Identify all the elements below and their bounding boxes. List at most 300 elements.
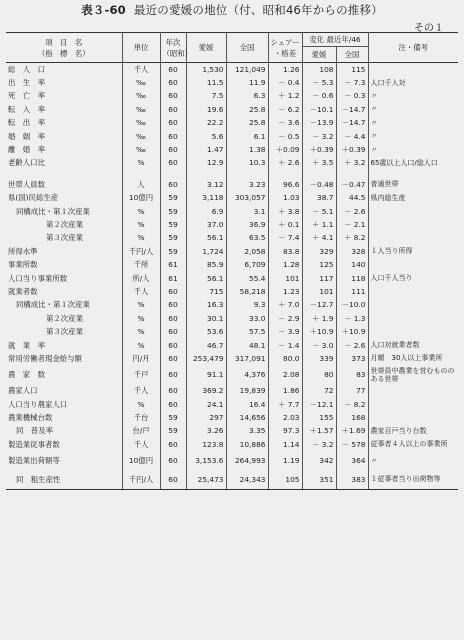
cell-year: 60 [160, 116, 186, 129]
cell-note: １従事者当り出荷物等 [368, 470, 458, 489]
cell-item: 農家人口 [8, 386, 38, 396]
cell-year: 60 [160, 76, 186, 89]
cell-change-ehime: ＋ 3.5 [302, 156, 336, 169]
cell-share: ＋ 0.1 [268, 218, 302, 231]
spacer-cell [122, 170, 160, 178]
cell-unit: % [122, 338, 160, 351]
cell-share: － 6.2 [268, 103, 302, 116]
cell-ehime: 369.2 [186, 384, 226, 397]
cell-item: 転 出 率 [8, 118, 45, 128]
table-row [6, 116, 458, 129]
table-row [6, 285, 458, 298]
table-row [6, 424, 458, 437]
cell-year: 60 [160, 143, 186, 156]
table-row [6, 231, 458, 244]
cell-change-ehime: ＋0.39 [302, 143, 336, 156]
table-number: 表３-60 [81, 3, 126, 17]
cell-unit: ‰ [122, 89, 160, 102]
cell-year: 60 [160, 325, 186, 338]
cell-note [368, 411, 458, 424]
cell-ehime: 24.1 [186, 397, 226, 410]
cell-national: 58,218 [226, 285, 268, 298]
cell-year: 60 [160, 89, 186, 102]
cell-item: 同構成比・第１次産業 [16, 206, 90, 216]
cell-unit: % [122, 231, 160, 244]
cell-national: 264,993 [226, 451, 268, 470]
table-row [6, 271, 458, 284]
header-unit: 単位 [122, 33, 160, 63]
cell-note: 人口対就業者数 [368, 338, 458, 351]
header-share-line1: シェアー [270, 37, 300, 47]
cell-unit: 千所 [122, 258, 160, 271]
cell-change-ehime: ＋ 4.1 [302, 231, 336, 244]
cell-note [368, 231, 458, 244]
cell-note [368, 325, 458, 338]
cell-national: 16.4 [226, 397, 268, 410]
header-ehime: 愛媛 [186, 33, 226, 63]
cell-national: 25.8 [226, 103, 268, 116]
cell-item: 就 業 率 [8, 340, 45, 350]
table-row [6, 438, 458, 451]
cell-year: 61 [160, 258, 186, 271]
spacer-cell [186, 170, 226, 178]
cell-national: 14,656 [226, 411, 268, 424]
cell-national: 6,709 [226, 258, 268, 271]
cell-note: 〃 [368, 451, 458, 470]
cell-share: 101 [268, 271, 302, 284]
cell-national: 19,839 [226, 384, 268, 397]
cell-change-national: － 1.3 [336, 312, 368, 325]
cell-change-ehime: 80 [302, 365, 336, 384]
header-year-line2: （昭和） [162, 48, 193, 58]
cell-unit: ‰ [122, 129, 160, 142]
cell-ehime: 123.8 [186, 438, 226, 451]
table-row [6, 258, 458, 271]
table-row [6, 312, 458, 325]
cell-note [368, 384, 458, 397]
cell-unit: 円/月 [122, 352, 160, 365]
table-row [6, 178, 458, 191]
cell-note: 従事者４人以上の事業所 [368, 438, 458, 451]
cell-ehime: 715 [186, 285, 226, 298]
cell-change-ehime: 108 [302, 63, 336, 76]
cell-share: － 3.6 [268, 116, 302, 129]
cell-national: 9.3 [226, 298, 268, 311]
cell-item: 同構成比・第１次産業 [16, 300, 90, 310]
cell-change-national: 364 [336, 451, 368, 470]
table-row [6, 384, 458, 397]
cell-note [368, 63, 458, 76]
table-row [6, 451, 458, 470]
cell-ehime: 56.1 [186, 231, 226, 244]
cell-year: 60 [160, 63, 186, 76]
table-caption: 最近の愛媛の地位（付、昭和46年からの推移） [133, 3, 383, 17]
cell-item: 婚 姻 率 [8, 131, 45, 141]
cell-share: 83.8 [268, 245, 302, 258]
cell-change-ehime: －0.48 [302, 178, 336, 191]
cell-share: － 3.9 [268, 325, 302, 338]
table-row [6, 89, 458, 102]
cell-change-ehime: － 5.1 [302, 204, 336, 217]
cell-item: 世帯人員数 [8, 179, 45, 189]
cell-share: 2.08 [268, 365, 302, 384]
spacer-cell [226, 170, 268, 178]
cell-share: 1.26 [268, 63, 302, 76]
cell-share: － 2.9 [268, 312, 302, 325]
cell-change-national: － 578 [336, 438, 368, 451]
cell-ehime: 3.26 [186, 424, 226, 437]
cell-change-national: 373 [336, 352, 368, 365]
cell-ehime: 3,153.6 [186, 451, 226, 470]
cell-unit: % [122, 312, 160, 325]
cell-change-national: －14.7 [336, 116, 368, 129]
cell-year: 59 [160, 231, 186, 244]
cell-change-national: 168 [336, 411, 368, 424]
cell-share: 1.19 [268, 451, 302, 470]
cell-national: 10.3 [226, 156, 268, 169]
cell-year: 60 [160, 338, 186, 351]
cell-change-national: 115 [336, 63, 368, 76]
spacer-cell [368, 170, 458, 178]
header-share-line2: ・格差 [273, 48, 297, 58]
cell-change-national: 83 [336, 365, 368, 384]
page-subtitle: その１ [414, 23, 444, 34]
cell-unit: % [122, 204, 160, 217]
cell-national: 57.5 [226, 325, 268, 338]
table-row [6, 218, 458, 231]
cell-year: 59 [160, 204, 186, 217]
table-title [0, 3, 464, 17]
cell-ehime: 11.5 [186, 76, 226, 89]
cell-national: 55.4 [226, 271, 268, 284]
cell-national: 3.1 [226, 204, 268, 217]
table-row [6, 191, 458, 204]
cell-item: 第２次産業 [46, 313, 83, 323]
cell-year: 60 [160, 178, 186, 191]
cell-change-ehime: 155 [302, 411, 336, 424]
cell-item: 常用労働者現金給与額 [8, 353, 82, 363]
cell-ehime: 56.1 [186, 271, 226, 284]
cell-change-ehime: － 3.2 [302, 129, 336, 142]
spacer-cell [268, 170, 302, 178]
cell-unit: 10億円 [122, 451, 160, 470]
cell-year: 60 [160, 156, 186, 169]
cell-year: 61 [160, 271, 186, 284]
cell-year: 60 [160, 129, 186, 142]
cell-item: 就業者数 [8, 286, 38, 296]
cell-change-ehime: ＋10.9 [302, 325, 336, 338]
cell-year: 59 [160, 411, 186, 424]
table-row [6, 352, 458, 365]
cell-year: 59 [160, 218, 186, 231]
cell-unit: 10億円 [122, 191, 160, 204]
header-year-line1: 年次 [165, 37, 181, 47]
cell-item: 転 入 率 [8, 104, 45, 114]
cell-year: 60 [160, 298, 186, 311]
cell-share: 1.14 [268, 438, 302, 451]
header-item-line1: 項 目 名 [45, 37, 83, 47]
spacer-cell [336, 170, 368, 178]
cell-share: ＋ 1.2 [268, 89, 302, 102]
cell-unit: ‰ [122, 76, 160, 89]
cell-ehime: 253,479 [186, 352, 226, 365]
cell-item: 製造業従事者数 [8, 439, 60, 449]
cell-change-national: －10.0 [336, 298, 368, 311]
cell-year: 59 [160, 424, 186, 437]
cell-share: － 1.4 [268, 338, 302, 351]
cell-note: 農家百戸当り台数 [368, 424, 458, 437]
cell-item: 死 亡 率 [8, 91, 45, 101]
cell-item: 県(国)民総生産 [8, 193, 59, 203]
cell-share: 1.03 [268, 191, 302, 204]
cell-change-ehime: 342 [302, 451, 336, 470]
cell-item: 所得水準 [8, 246, 38, 256]
header-year [160, 33, 193, 63]
cell-change-national: 118 [336, 271, 368, 284]
cell-item: 農 家 数 [8, 370, 45, 380]
cell-share: 2.03 [268, 411, 302, 424]
cell-ehime: 7.5 [186, 89, 226, 102]
cell-item: 第２次産業 [46, 219, 83, 229]
cell-national: 24,343 [226, 470, 268, 489]
cell-item: 農業機械台数 [8, 413, 53, 423]
cell-year: 60 [160, 470, 186, 489]
cell-item: 老齢人口比 [8, 158, 45, 168]
cell-change-ehime: 38.7 [302, 191, 336, 204]
cell-national: 6.3 [226, 89, 268, 102]
table-row [6, 365, 458, 384]
cell-share: － 0.5 [268, 129, 302, 142]
cell-note: 〃 [368, 116, 458, 129]
cell-change-national: － 2.6 [336, 338, 368, 351]
cell-change-national: － 4.4 [336, 129, 368, 142]
cell-note: 〃 [368, 143, 458, 156]
cell-share: 80.0 [268, 352, 302, 365]
table-row [6, 143, 458, 156]
cell-share: 97.3 [268, 424, 302, 437]
cell-change-national: － 8.2 [336, 397, 368, 410]
spacer-cell [6, 170, 122, 178]
table-row [6, 76, 458, 89]
table-row [6, 156, 458, 169]
cell-ehime: 1.47 [186, 143, 226, 156]
cell-ehime: 85.9 [186, 258, 226, 271]
table-row [6, 338, 458, 351]
cell-note: 〃 [368, 103, 458, 116]
cell-change-ehime: －10.1 [302, 103, 336, 116]
cell-national: 63.5 [226, 231, 268, 244]
header-item [6, 33, 122, 63]
cell-ehime: 22.2 [186, 116, 226, 129]
cell-note [368, 218, 458, 231]
cell-change-ehime: ＋ 1.9 [302, 312, 336, 325]
cell-national: 11.9 [226, 76, 268, 89]
cell-national: 121,049 [226, 63, 268, 76]
cell-ehime: 1,724 [186, 245, 226, 258]
cell-note [368, 397, 458, 410]
cell-year: 59 [160, 245, 186, 258]
cell-change-national: 44.5 [336, 191, 368, 204]
cell-unit: 人 [122, 178, 160, 191]
cell-item: 人口当り農家人口 [8, 399, 68, 409]
cell-change-ehime: ＋1.57 [302, 424, 336, 437]
cell-unit: 千人 [122, 438, 160, 451]
cell-item: 同 粗生産性 [6, 470, 122, 489]
spacer-cell [302, 170, 336, 178]
cell-national: 303,057 [226, 191, 268, 204]
cell-ehime: 19.6 [186, 103, 226, 116]
cell-national: 25.8 [226, 116, 268, 129]
cell-item: 総 人 口 [8, 64, 45, 74]
spacer-cell [160, 170, 186, 178]
cell-item: 人口当り事業所数 [8, 273, 68, 283]
table-row [6, 204, 458, 217]
cell-change-national: 383 [336, 470, 368, 489]
cell-change-ehime: 125 [302, 258, 336, 271]
header-change-ehime: 愛媛 [302, 47, 336, 63]
cell-unit: % [122, 218, 160, 231]
cell-note [368, 298, 458, 311]
cell-change-national: 140 [336, 258, 368, 271]
cell-note [368, 204, 458, 217]
cell-national: 317,091 [226, 352, 268, 365]
cell-national: 6.1 [226, 129, 268, 142]
cell-ehime: 25,473 [186, 470, 226, 489]
cell-ehime: 46.7 [186, 338, 226, 351]
cell-ehime: 12.9 [186, 156, 226, 169]
header-note: 注・備考 [368, 33, 458, 63]
cell-note: 世帯員中農業を営むもののある世帯 [368, 365, 458, 384]
cell-year: 60 [160, 397, 186, 410]
cell-change-ehime: －12.1 [302, 397, 336, 410]
row-spacer [6, 170, 458, 178]
cell-ehime: 6.9 [186, 204, 226, 217]
cell-item: 製造業出荷額等 [8, 456, 60, 466]
cell-note [368, 258, 458, 271]
cell-national: 1.38 [226, 143, 268, 156]
header-change-group: 変化 最近年/46 [302, 33, 368, 47]
cell-note [368, 285, 458, 298]
cell-ehime: 297 [186, 411, 226, 424]
cell-change-national: ＋ 3.2 [336, 156, 368, 169]
cell-share: ＋0.09 [268, 143, 302, 156]
cell-unit: 台/戸 [122, 424, 160, 437]
header-share [268, 33, 302, 63]
cell-note: 人口千人当り [368, 271, 458, 284]
cell-change-national: ＋1.69 [336, 424, 368, 437]
cell-change-ehime: －13.9 [302, 116, 336, 129]
cell-unit: % [122, 156, 160, 169]
cell-item: 第３次産業 [46, 233, 83, 243]
cell-change-ehime: － 3.0 [302, 338, 336, 351]
cell-share: 1.23 [268, 285, 302, 298]
cell-unit: 千人 [122, 384, 160, 397]
cell-change-national: 111 [336, 285, 368, 298]
cell-note: 月額 30人以上事業所 [368, 352, 458, 365]
cell-national: 3.23 [226, 178, 268, 191]
cell-change-national: －14.7 [336, 103, 368, 116]
cell-national: 10,886 [226, 438, 268, 451]
cell-note: 65歳以上人口/総人口 [368, 156, 458, 169]
cell-unit: 千人 [122, 63, 160, 76]
cell-share: ＋ 3.8 [268, 204, 302, 217]
cell-change-ehime: － 3.2 [302, 438, 336, 451]
cell-change-national: ＋10.9 [336, 325, 368, 338]
cell-unit: 所/人 [122, 271, 160, 284]
cell-note [368, 312, 458, 325]
cell-note: 県内総生産 [368, 191, 458, 204]
cell-national: 4,376 [226, 365, 268, 384]
cell-change-national: ＋0.39 [336, 143, 368, 156]
cell-unit: % [122, 298, 160, 311]
cell-national: 3.35 [226, 424, 268, 437]
cell-unit: ‰ [122, 116, 160, 129]
cell-share: 1.28 [268, 258, 302, 271]
cell-ehime: 91.1 [186, 365, 226, 384]
header-change-national: 全国 [336, 47, 368, 63]
cell-unit: ‰ [122, 143, 160, 156]
header-item-line2: （指 標 名） [37, 48, 90, 58]
cell-ehime: 3,118 [186, 191, 226, 204]
table-row [6, 325, 458, 338]
cell-unit: 千戸 [122, 365, 160, 384]
cell-note: 人口千人対 [368, 76, 458, 89]
cell-ehime: 53.6 [186, 325, 226, 338]
cell-ehime: 1,530 [186, 63, 226, 76]
cell-share: ＋ 7.7 [268, 397, 302, 410]
cell-change-national: －0.47 [336, 178, 368, 191]
cell-year: 60 [160, 438, 186, 451]
cell-change-national: － 7.3 [336, 76, 368, 89]
cell-item: 同 普及率 [16, 426, 53, 436]
cell-item: 第３次産業 [46, 327, 83, 337]
cell-change-ehime: 117 [302, 271, 336, 284]
cell-unit: 千円/人 [122, 245, 160, 258]
cell-change-ehime: ＋ 1.1 [302, 218, 336, 231]
statistics-table [6, 32, 458, 490]
cell-change-ehime: 72 [302, 384, 336, 397]
cell-ehime: 16.3 [186, 298, 226, 311]
cell-year: 60 [160, 365, 186, 384]
cell-change-national: ＋ 8.2 [336, 231, 368, 244]
cell-note: 〃 [368, 89, 458, 102]
cell-share: ＋ 7.0 [268, 298, 302, 311]
cell-unit: 千人 [122, 285, 160, 298]
table-header [6, 33, 458, 63]
cell-change-national: － 2.1 [336, 218, 368, 231]
cell-year: 60 [160, 312, 186, 325]
cell-change-national: 328 [336, 245, 368, 258]
cell-ehime: 30.1 [186, 312, 226, 325]
cell-share: － 0.4 [268, 76, 302, 89]
cell-unit: 千円/人 [122, 470, 160, 489]
cell-unit: % [122, 325, 160, 338]
cell-item: 事業所数 [8, 260, 38, 270]
cell-note: 〃 [368, 129, 458, 142]
table-row [6, 63, 458, 76]
cell-national: 48.1 [226, 338, 268, 351]
cell-change-national: 77 [336, 384, 368, 397]
cell-national: 33.0 [226, 312, 268, 325]
cell-item: 離 婚 率 [8, 145, 45, 155]
cell-year: 60 [160, 384, 186, 397]
cell-change-ehime: －12.7 [302, 298, 336, 311]
table-row [6, 298, 458, 311]
cell-change-ehime: 329 [302, 245, 336, 258]
table-row [6, 103, 458, 116]
cell-share: 105 [268, 470, 302, 489]
cell-note: 普通世帯 [368, 178, 458, 191]
